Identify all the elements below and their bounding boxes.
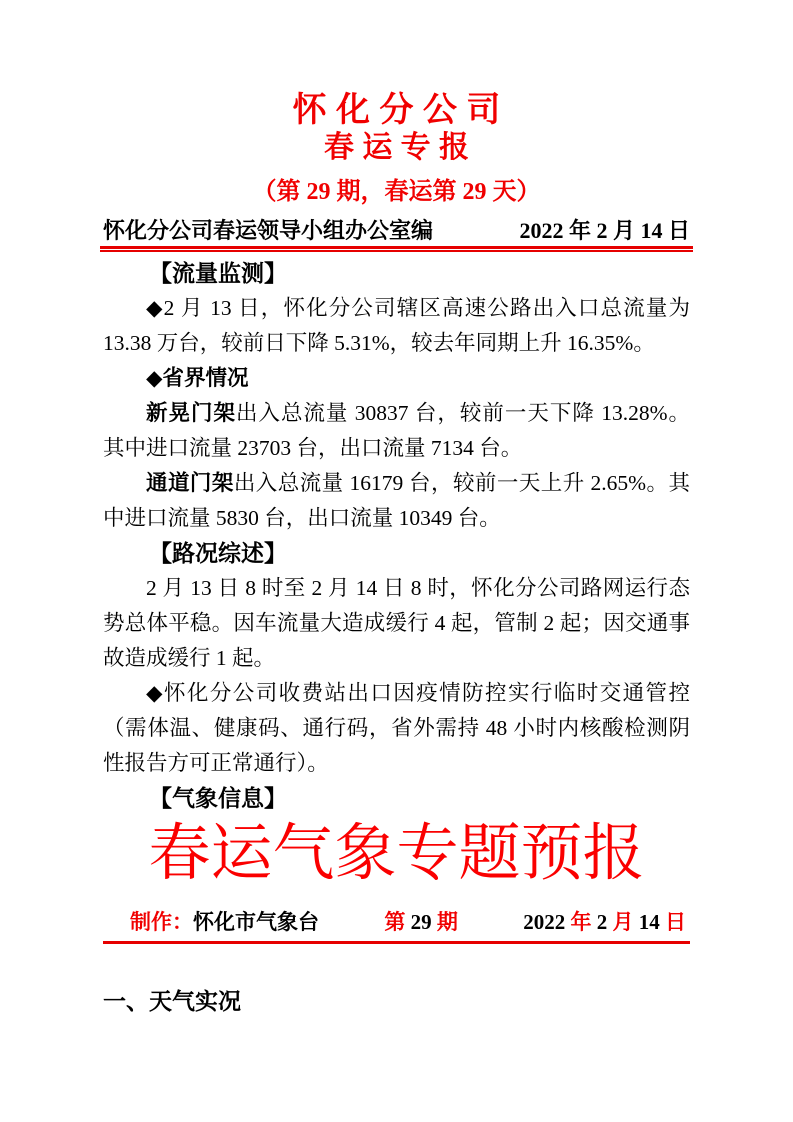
date-day: 14: [638, 910, 660, 934]
maker-label: 制作：: [130, 910, 193, 934]
masthead-divider-rule: [100, 246, 693, 252]
xinhuang-gantry-label: 新晃门架: [146, 401, 236, 425]
section-heading-traffic-monitor: 【流量监测】: [149, 260, 287, 286]
paragraph-total-flow: ◆2 月 13 日，怀化分公司辖区高速公路出入口总流量为 13.38 万台，较前日下降 5.31%，较去年同期上升 16.35%。: [103, 296, 690, 355]
subheading-province-border: ◆省界情况: [146, 366, 249, 390]
company-title: 怀 化 分 公 司: [292, 91, 501, 129]
xinhuang-gantry-text: 出入总流量 30837 台，较前一天下降 13.28%。其中进口流量 23703 台，出口流量 7134 台。: [103, 401, 690, 460]
paragraph-road-network: 2 月 13 日 8 时至 2 月 14 日 8 时，怀化分公司路网运行态势总体平稳。因车流量大造成缓行 4 起，管制 2 起；因交通事故造成缓行 1 起。: [103, 576, 690, 670]
section-one-weather-actual: 一、天气实况: [103, 988, 241, 1014]
date-year: 2022: [523, 910, 566, 934]
weather-maker-row: [103, 908, 690, 936]
tongdao-gantry-text: 出入总流量 16179 台，较前一天上升 2.65%。其中进口流量 5830 台，出口流量 10349 台。: [103, 471, 690, 530]
document-body: [103, 256, 690, 816]
masthead: [103, 90, 690, 252]
date-month-unit: 月: [607, 910, 639, 934]
bulletin-title: 春 运 专 报: [323, 131, 469, 164]
issue-line: （第 29 期，春运第 29 天）: [252, 179, 541, 205]
issue-prefix: 第: [384, 910, 411, 934]
maker-value: 怀化市气象台: [193, 910, 319, 934]
tongdao-gantry-label: 通道门架: [146, 471, 234, 495]
editor-office: 怀化分公司春运领导小组办公室编: [103, 218, 434, 243]
issue-suffix: 期: [431, 910, 458, 934]
paragraph-toll-control: ◆怀化分公司收费站出口因疫情防控实行临时交通管控（需体温、健康码、通行码，省外需持 48 小时内核酸检测阴性报告方可正常通行）。: [103, 681, 690, 775]
paragraph-tongdao-gantry: [103, 466, 690, 536]
maker-item: [130, 908, 319, 936]
editor-row: [103, 218, 690, 244]
weather-special-title: 春运气象专题预报: [148, 820, 645, 888]
weather-date: [523, 908, 686, 936]
date-year-unit: 年: [565, 910, 597, 934]
issue-number: 29: [410, 910, 432, 934]
date-month: 2: [596, 910, 608, 934]
date-day-unit: 日: [659, 910, 686, 934]
section-heading-road-summary: 【路况综述】: [149, 540, 287, 566]
masthead-date: 2022 年 2 月 14 日: [519, 218, 690, 243]
paragraph-xinhuang-gantry: [103, 396, 690, 466]
weather-issue-number: [384, 908, 458, 936]
section-heading-weather-info: 【气象信息】: [149, 785, 287, 811]
weather-divider-rule: [103, 941, 690, 944]
